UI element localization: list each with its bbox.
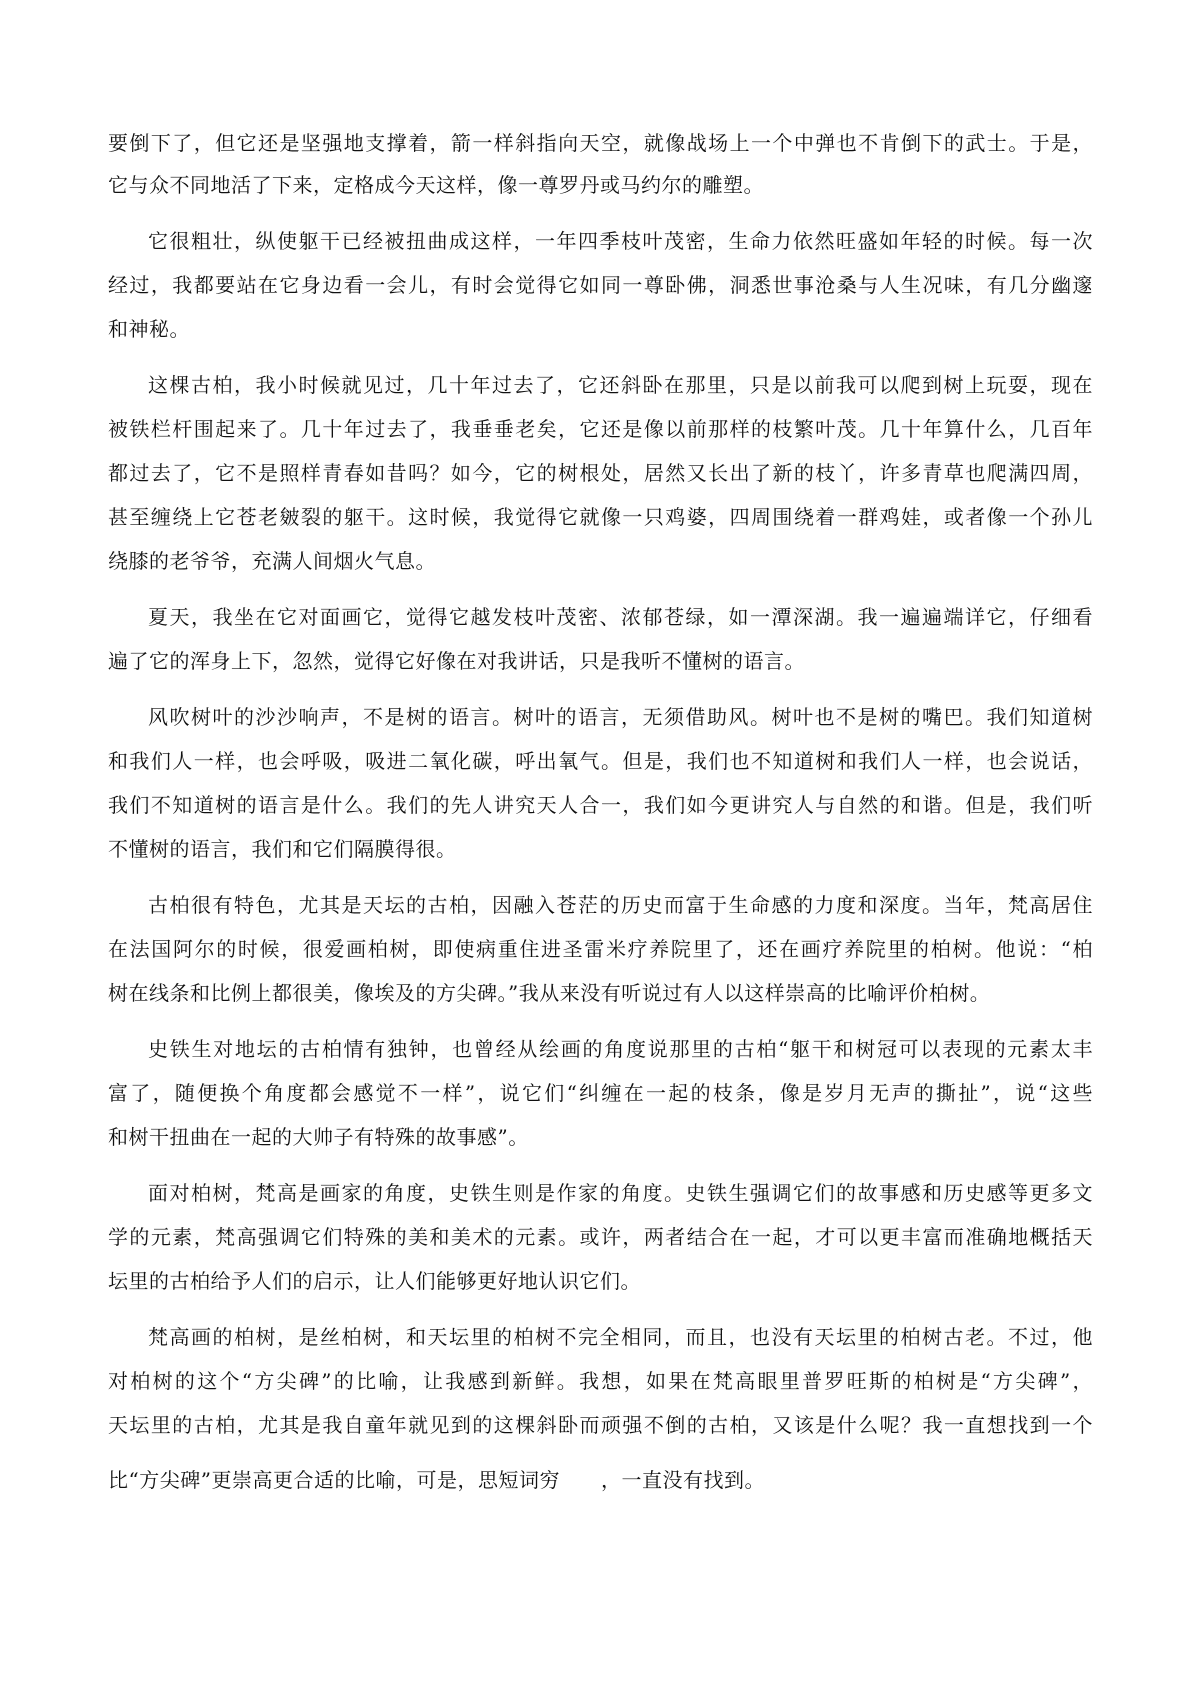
text-line: 甚至缠绕上它苍老皴裂的躯干。这时候，我觉得它就像一只鸡婆，四周围绕着一群鸡娃，或者像一个孙儿 <box>108 505 1093 529</box>
text-line: 被铁栏杆围起来了。几十年过去了，我垂垂老矣，它还是像以前那样的枝繁叶茂。几十年算什么，几百年 <box>108 417 1093 441</box>
text-line: 和我们人一样，也会呼吸，吸进二氧化碳，呼出氧气。但是，我们也不知道树和我们人一样，也会说话， <box>108 749 1093 773</box>
text-line: 比“方尖碑”更崇高更合适的比喻，可是，思短词穷 ，一直没有找到。 <box>108 1468 765 1492</box>
text-line: 它很粗壮，纵使躯干已经被扭曲成这样，一年四季枝叶茂密，生命力依然旺盛如年轻的时候。每一次 <box>148 229 1093 253</box>
text-line: 学的元素，梵高强调它们特殊的美和美术的元素。或许，两者结合在一起，才可以更丰富而准确地概括天 <box>108 1225 1093 1249</box>
text-line: 它与众不同地活了下来，定格成今天这样，像一尊罗丹或马约尔的雕塑。 <box>108 173 764 197</box>
text-line: 要倒下了，但它还是坚强地支撑着，箭一样斜指向天空，就像战场上一个中弹也不肯倒下的武士。于是， <box>108 131 1093 155</box>
text-line: 这棵古柏，我小时候就见过，几十年过去了，它还斜卧在那里，只是以前我可以爬到树上玩耍，现在 <box>148 373 1093 397</box>
text-line: 我们不知道树的语言是什么。我们的先人讲究天人合一，我们如今更讲究人与自然的和谐。但是，我们听 <box>108 793 1093 817</box>
text-line: 梵高画的柏树，是丝柏树，和天坛里的柏树不完全相同，而且，也没有天坛里的柏树古老。不过，他 <box>148 1325 1093 1349</box>
text-line: 不懂树的语言，我们和它们隔膜得很。 <box>108 837 457 861</box>
text-line: 面对柏树，梵高是画家的角度，史铁生则是作家的角度。史铁生强调它们的故事感和历史感等更多文 <box>148 1181 1093 1205</box>
text-line: 和树干扭曲在一起的大帅子有特殊的故事感”。 <box>108 1125 529 1149</box>
text-line: 富了，随便换个角度都会感觉不一样”，说它们“纠缠在一起的枝条，像是岁月无声的撕扯”，说“这些 <box>108 1081 1093 1105</box>
text-line: 经过，我都要站在它身边看一会儿，有时会觉得它如同一尊卧佛，洞悉世事沧桑与人生况味，有几分幽邃 <box>108 273 1093 297</box>
text-line: 夏天，我坐在它对面画它，觉得它越发枝叶茂密、浓郁苍绿，如一潭深湖。我一遍遍端详它，仔细看 <box>148 605 1093 629</box>
text-line: 树在线条和比例上都很美，像埃及的方尖碑。”我从来没有听说过有人以这样崇高的比喻评价柏树。 <box>108 981 991 1005</box>
text-line: 坛里的古柏给予人们的启示，让人们能够更好地认识它们。 <box>108 1269 641 1293</box>
text-line: 遍了它的浑身上下，忽然，觉得它好像在对我讲话，只是我听不懂树的语言。 <box>108 649 805 673</box>
text-line: 古柏很有特色，尤其是天坛的古柏，因融入苍茫的历史而富于生命感的力度和深度。当年，梵高居住 <box>148 893 1093 917</box>
text-line: 对柏树的这个“方尖碑”的比喻，让我感到新鲜。我想，如果在梵高眼里普罗旺斯的柏树是“方尖碑”， <box>108 1369 1093 1393</box>
text-line: 绕膝的老爷爷，充满人间烟火气息。 <box>108 549 436 573</box>
text-line: 天坛里的古柏，尤其是我自童年就见到的这棵斜卧而顽强不倒的古柏，又该是什么呢？我一直想找到一个 <box>108 1413 1093 1437</box>
text-line: 风吹树叶的沙沙响声，不是树的语言。树叶的语言，无须借助风。树叶也不是树的嘴巴。我们知道树 <box>148 705 1093 729</box>
text-line: 都过去了，它不是照样青春如昔吗？如今，它的树根处，居然又长出了新的枝丫，许多青草也爬满四周， <box>108 461 1093 485</box>
text-line: 和神秘。 <box>108 317 190 341</box>
text-line: 在法国阿尔的时候，很爱画柏树，即使病重住进圣雷米疗养院里了，还在画疗养院里的柏树。他说：“柏 <box>108 937 1093 961</box>
text-line: 史铁生对地坛的古柏情有独钟，也曾经从绘画的角度说那里的古柏“躯干和树冠可以表现的元素太丰 <box>148 1037 1093 1061</box>
